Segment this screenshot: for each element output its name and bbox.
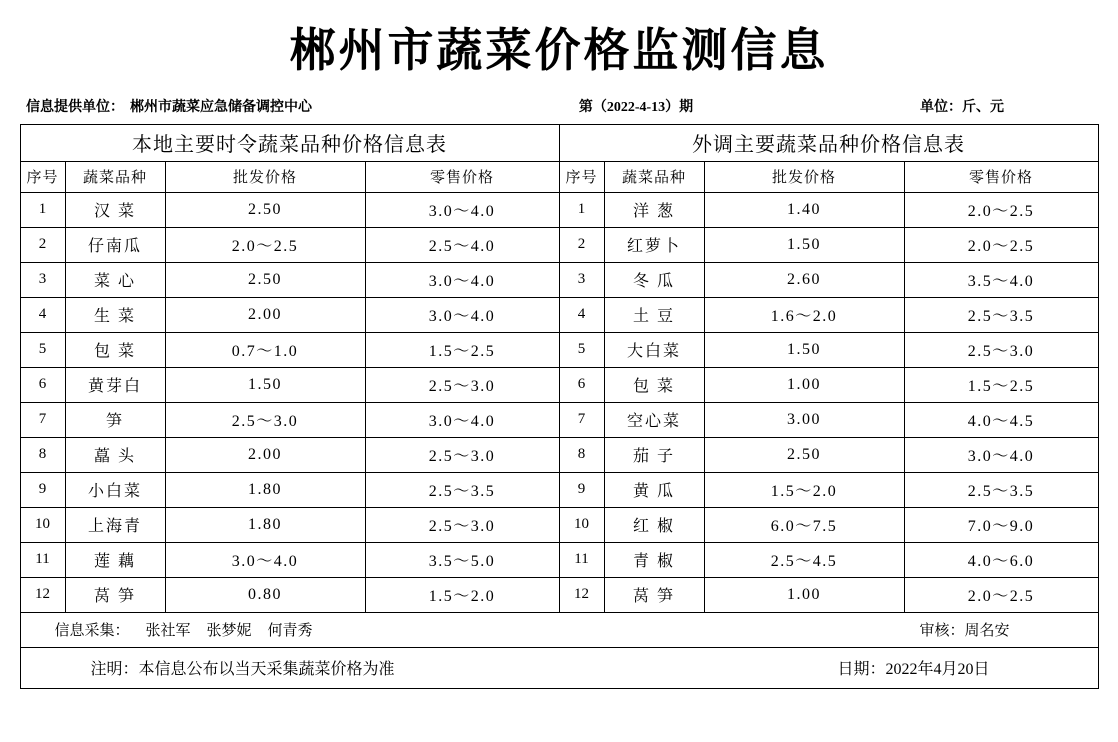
row-index: 8	[20, 437, 65, 472]
page-title: 郴州市蔬菜价格监测信息	[289, 23, 829, 77]
row-index: 8	[559, 437, 604, 472]
row-retail: 2.5～3.5	[904, 472, 1098, 507]
row-name: 藠 头	[65, 437, 165, 472]
row-retail: 3.0～4.0	[365, 297, 559, 332]
column-header-row	[20, 161, 1098, 192]
provider-label: 信息提供单位：	[26, 99, 124, 115]
row-retail: 1.5～2.5	[904, 367, 1098, 402]
local-section-title: 本地主要时令蔬菜品种价格信息表	[20, 124, 559, 161]
reviewer-info	[919, 619, 1069, 640]
row-name: 茄 子	[604, 437, 704, 472]
row-wholesale: 6.0～7.5	[704, 507, 904, 542]
provider-info	[26, 96, 312, 116]
row-name: 空心菜	[604, 402, 704, 437]
row-wholesale: 1.50	[704, 227, 904, 262]
col-retail-imported: 零售价格	[904, 161, 1098, 192]
row-retail: 2.0～2.5	[904, 227, 1098, 262]
row-index: 11	[559, 542, 604, 577]
row-name: 小白菜	[65, 472, 165, 507]
row-retail: 3.0～4.0	[365, 192, 559, 227]
row-index: 3	[559, 262, 604, 297]
row-wholesale: 1.80	[165, 507, 365, 542]
row-wholesale: 2.00	[165, 437, 365, 472]
row-retail: 1.5～2.5	[365, 332, 559, 367]
table-row	[20, 402, 1098, 437]
table-row	[20, 577, 1098, 612]
row-retail: 3.0～4.0	[904, 437, 1098, 472]
row-wholesale: 1.40	[704, 192, 904, 227]
row-name: 莴 笋	[604, 577, 704, 612]
row-wholesale: 3.00	[704, 402, 904, 437]
row-retail: 2.0～2.5	[904, 192, 1098, 227]
row-index: 5	[20, 332, 65, 367]
row-retail: 2.5～4.0	[365, 227, 559, 262]
row-wholesale: 2.00	[165, 297, 365, 332]
row-name: 仔南瓜	[65, 227, 165, 262]
row-wholesale: 2.60	[704, 262, 904, 297]
row-index: 4	[559, 297, 604, 332]
row-wholesale: 1.50	[704, 332, 904, 367]
row-name: 洋 葱	[604, 192, 704, 227]
note-row	[20, 647, 1098, 688]
row-name: 冬 瓜	[604, 262, 704, 297]
row-name: 黄 瓜	[604, 472, 704, 507]
unit-label: 单位：斤、元	[920, 99, 1004, 115]
row-retail: 2.5～3.5	[904, 297, 1098, 332]
col-name-local: 蔬菜品种	[65, 161, 165, 192]
row-wholesale: 0.80	[165, 577, 365, 612]
row-wholesale: 2.5～3.0	[165, 402, 365, 437]
col-wholesale-local: 批发价格	[165, 161, 365, 192]
table-row	[20, 192, 1098, 227]
row-name: 青 椒	[604, 542, 704, 577]
row-index: 2	[559, 227, 604, 262]
row-name: 生 菜	[65, 297, 165, 332]
row-retail: 3.0～4.0	[365, 402, 559, 437]
row-wholesale: 1.00	[704, 577, 904, 612]
row-index: 10	[20, 507, 65, 542]
table-row	[20, 542, 1098, 577]
row-wholesale: 2.5～4.5	[704, 542, 904, 577]
row-name: 红 椒	[604, 507, 704, 542]
row-index: 9	[559, 472, 604, 507]
row-retail: 2.5～3.0	[365, 437, 559, 472]
row-name: 笋	[65, 402, 165, 437]
col-name-imported: 蔬菜品种	[604, 161, 704, 192]
row-name: 莴 笋	[65, 577, 165, 612]
row-index: 11	[20, 542, 65, 577]
row-index: 10	[559, 507, 604, 542]
row-retail: 2.0～2.5	[904, 577, 1098, 612]
row-retail: 3.5～4.0	[904, 262, 1098, 297]
note-cell	[20, 647, 1098, 688]
row-name: 土 豆	[604, 297, 704, 332]
section-title-row	[20, 124, 1098, 161]
row-wholesale: 2.50	[704, 437, 904, 472]
row-retail: 4.0～4.5	[904, 402, 1098, 437]
collector-1: 张社军	[145, 623, 191, 639]
collector-cell	[20, 612, 1098, 647]
row-index: 4	[20, 297, 65, 332]
review-label: 审核：	[919, 623, 965, 639]
row-retail: 7.0～9.0	[904, 507, 1098, 542]
row-name: 大白菜	[604, 332, 704, 367]
row-retail: 2.5～3.0	[904, 332, 1098, 367]
row-wholesale: 1.80	[165, 472, 365, 507]
col-retail-local: 零售价格	[365, 161, 559, 192]
table-row	[20, 472, 1098, 507]
imported-section-title: 外调主要蔬菜品种价格信息表	[559, 124, 1098, 161]
row-retail: 2.5～3.0	[365, 507, 559, 542]
row-wholesale: 1.6～2.0	[704, 297, 904, 332]
info-header	[0, 86, 1118, 124]
row-name: 包 菜	[65, 332, 165, 367]
row-wholesale: 2.50	[165, 262, 365, 297]
row-index: 1	[20, 192, 65, 227]
collector-3: 何青秀	[267, 623, 313, 639]
row-name: 菜 心	[65, 262, 165, 297]
row-name: 包 菜	[604, 367, 704, 402]
provider-value: 郴州市蔬菜应急储备调控中心	[130, 99, 312, 115]
table-row	[20, 227, 1098, 262]
col-index-local: 序号	[20, 161, 65, 192]
price-table	[20, 124, 1099, 689]
row-retail: 1.5～2.0	[365, 577, 559, 612]
row-index: 6	[559, 367, 604, 402]
row-index: 7	[559, 402, 604, 437]
row-retail: 3.5～5.0	[365, 542, 559, 577]
row-index: 12	[20, 577, 65, 612]
row-index: 3	[20, 262, 65, 297]
collectors	[55, 619, 329, 640]
row-index: 1	[559, 192, 604, 227]
row-index: 7	[20, 402, 65, 437]
date-info	[837, 656, 1069, 679]
row-index: 2	[20, 227, 65, 262]
row-index: 6	[20, 367, 65, 402]
row-name: 上海青	[65, 507, 165, 542]
date-value: 2022年4月20日	[885, 661, 990, 678]
row-wholesale: 1.00	[704, 367, 904, 402]
row-wholesale: 3.0～4.0	[165, 542, 365, 577]
row-name: 红萝卜	[604, 227, 704, 262]
row-wholesale: 2.0～2.5	[165, 227, 365, 262]
issue-number: 第（2022-4-13）期	[578, 99, 694, 115]
row-retail: 2.5～3.5	[365, 472, 559, 507]
table-row	[20, 332, 1098, 367]
row-retail: 3.0～4.0	[365, 262, 559, 297]
row-name: 黄芽白	[65, 367, 165, 402]
note-text: 注明：本信息公布以当天采集蔬菜价格为准	[90, 661, 395, 678]
row-wholesale: 1.50	[165, 367, 365, 402]
row-wholesale: 2.50	[165, 192, 365, 227]
row-name: 汉 菜	[65, 192, 165, 227]
row-retail: 2.5～3.0	[365, 367, 559, 402]
row-index: 9	[20, 472, 65, 507]
collect-label: 信息采集：	[54, 623, 130, 639]
collector-row	[20, 612, 1098, 647]
row-index: 5	[559, 332, 604, 367]
reviewer-name: 周名安	[964, 623, 1010, 639]
col-wholesale-imported: 批发价格	[704, 161, 904, 192]
table-row	[20, 367, 1098, 402]
table-row	[20, 437, 1098, 472]
table-row	[20, 297, 1098, 332]
row-wholesale: 0.7～1.0	[165, 332, 365, 367]
col-index-imported: 序号	[559, 161, 604, 192]
table-row	[20, 262, 1098, 297]
row-index: 12	[559, 577, 604, 612]
row-retail: 4.0～6.0	[904, 542, 1098, 577]
table-row	[20, 507, 1098, 542]
row-wholesale: 1.5～2.0	[704, 472, 904, 507]
date-label: 日期：	[837, 661, 886, 678]
collector-2: 张梦妮	[206, 623, 252, 639]
row-name: 莲 藕	[65, 542, 165, 577]
